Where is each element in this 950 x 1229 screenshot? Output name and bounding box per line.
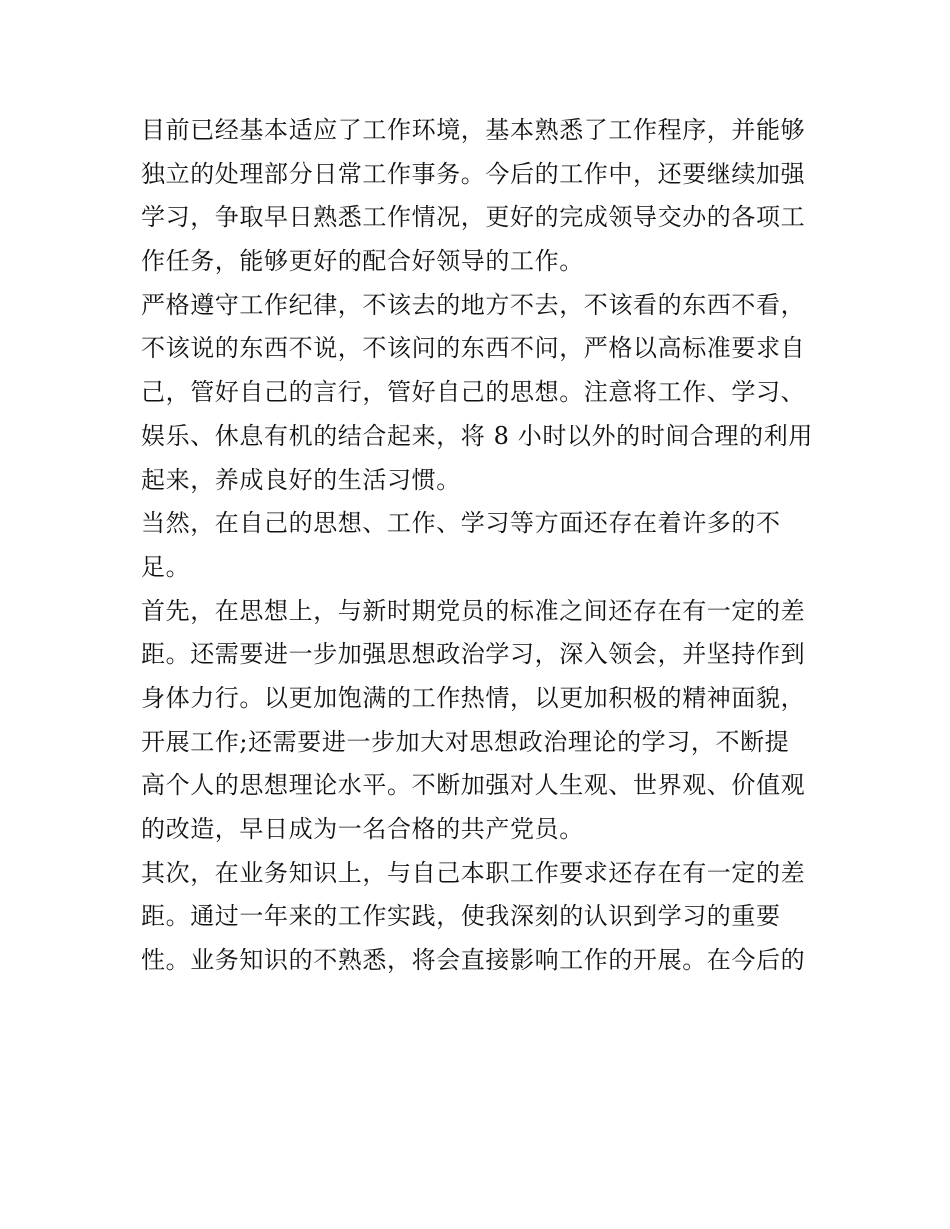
text-line: 身体力行。以更加饱满的工作热情，以更加积极的精神面貌， — [141, 683, 806, 712]
text-line: 距。通过一年来的工作实践，使我深刻的认识到学习的重要 — [141, 902, 781, 931]
text-line: 目前已经基本适应了工作环境，基本熟悉了工作程序，并能够 — [141, 116, 806, 144]
text-line: 的改造，早日成为一名合格的共产党员。 — [141, 815, 584, 843]
text-line: 其次，在业务知识上，与自己本职工作要求还存在有一定的差 — [141, 858, 806, 887]
text-line: 当然，在自己的思想、工作、学习等方面还存在着许多的不 — [141, 509, 781, 538]
text-line: 作任务，能够更好的配合好领导的工作。 — [141, 247, 584, 276]
text-line: 学习，争取早日熟悉工作情况，更好的完成领导交办的各项工 — [141, 203, 806, 232]
text-line: 独立的处理部分日常工作事务。今后的工作中，还要继续加强 — [141, 159, 806, 188]
document-body — [141, 109, 821, 983]
text-line: 高个人的思想理论水平。不断加强对人生观、世界观、价值观 — [141, 771, 806, 800]
text-line: 起来，养成良好的生活习惯。 — [141, 465, 461, 494]
text-line: 性。业务知识的不熟悉，将会直接影响工作的开展。在今后的 — [141, 946, 806, 975]
text-line: 不该说的东西不说，不该问的东西不问，严格以高标准要求自 — [141, 334, 806, 363]
text-line: 己，管好自己的言行，管好自己的思想。注意将工作、学习、 — [141, 378, 806, 407]
text-line: 严格遵守工作纪律，不该去的地方不去，不该看的东西不看， — [141, 290, 806, 319]
text-line: 首先，在思想上，与新时期党员的标准之间还存在有一定的差 — [141, 596, 806, 625]
text-line: 足。 — [141, 552, 191, 581]
text-line: 娱乐、休息有机的结合起来，将 8 小时以外的时间合理的利用 — [141, 421, 813, 450]
text-line: 距。还需要进一步加强思想政治学习，深入领会，并坚持作到 — [141, 640, 806, 669]
text-line: 开展工作;还需要进一步加大对思想政治理论的学习，不断提 — [141, 727, 790, 756]
